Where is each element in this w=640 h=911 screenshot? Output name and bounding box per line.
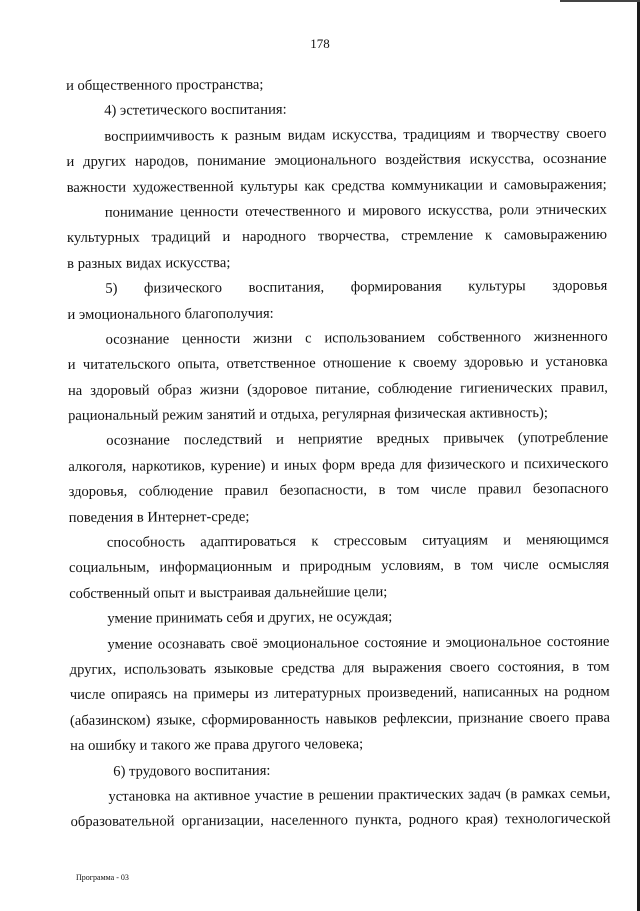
- document-body: [66, 71, 611, 836]
- text-line: и других народов, понимание эмоционального воздействия искусства, осознание: [66, 150, 607, 171]
- text-line: рациональный режим занятий и отдыха, регулярная физическая активность);: [68, 405, 548, 425]
- text-line: 6) трудового воспитания:: [113, 762, 271, 780]
- text-line: числе опираясь на примеры из литературных произведений, написанных на родном: [69, 684, 610, 704]
- text-line: в разных видах искусства;: [67, 254, 231, 272]
- text-line: установка на активное участие в решении практических задач (в рамках семьи,: [108, 785, 611, 805]
- text-line: важности художественной культуры как средства коммуникации и самовыражения;: [66, 176, 607, 196]
- text-line: способность адаптироваться к стрессовым ситуациям и меняющимся: [106, 531, 609, 551]
- text-line: алкоголя, наркотиков, курение) и иных форм вреда для физического и психического: [68, 455, 609, 475]
- text-line: социальным, информационным и природным условиям, в том числе осмысляя: [68, 557, 610, 577]
- text-line: здоровья, соблюдение правил безопасности, в том числе правил безопасного: [68, 480, 609, 501]
- text-line: (абазинском) языке, сформированность навыков рефлексии, признание своего права: [69, 709, 610, 729]
- text-line: 4) эстетического воспитания:: [104, 102, 287, 120]
- scan-edge-shadow-top: [560, 0, 640, 2]
- text-line: понимание ценности отечественного и мирового искусства, роли этнических: [104, 201, 607, 221]
- text-line: собственный опыт и выстраивая дальнейшие цели;: [69, 583, 388, 602]
- text-line: на ошибку и такого же права другого человека;: [70, 736, 364, 755]
- text-line: 5) физического воспитания, формирования культуры здоровья: [105, 277, 608, 297]
- text-line: культурных традиций и народного творчества, стремление к самовыражению: [66, 227, 608, 247]
- text-line: осознание последствий и неприятие вредных привычек (употребление: [106, 430, 609, 450]
- page-number: 178: [310, 36, 330, 51]
- text-line: и общественного пространства;: [66, 76, 264, 94]
- text-line: восприимчивость к разным видам искусства, традициям и творчеству своего: [104, 125, 607, 145]
- text-line: на здоровый образ жизни (здоровое питание, соблюдение гигиенических правил,: [67, 379, 608, 399]
- text-line: поведения в Интернет-среде;: [68, 508, 250, 526]
- text-line: и эмоционального благополучия:: [67, 305, 274, 323]
- text-line: умение принимать себя и других, не осуждая;: [107, 609, 393, 627]
- text-line: умение осознавать своё эмоциональное состояние и эмоциональное состояние: [107, 633, 610, 653]
- footer-label: Программа - 03: [76, 873, 129, 882]
- text-line: образовательной организации, населенного пункта, родного края) технологической: [70, 811, 611, 831]
- text-line: осознание ценности жизни с использованием собственного жизненного: [105, 328, 608, 348]
- text-line: и читательского опыта, ответственное отношение к своему здоровью и установка: [67, 353, 608, 374]
- text-line: других, использовать языковые средства для выражения своего состояния, в том: [69, 658, 610, 678]
